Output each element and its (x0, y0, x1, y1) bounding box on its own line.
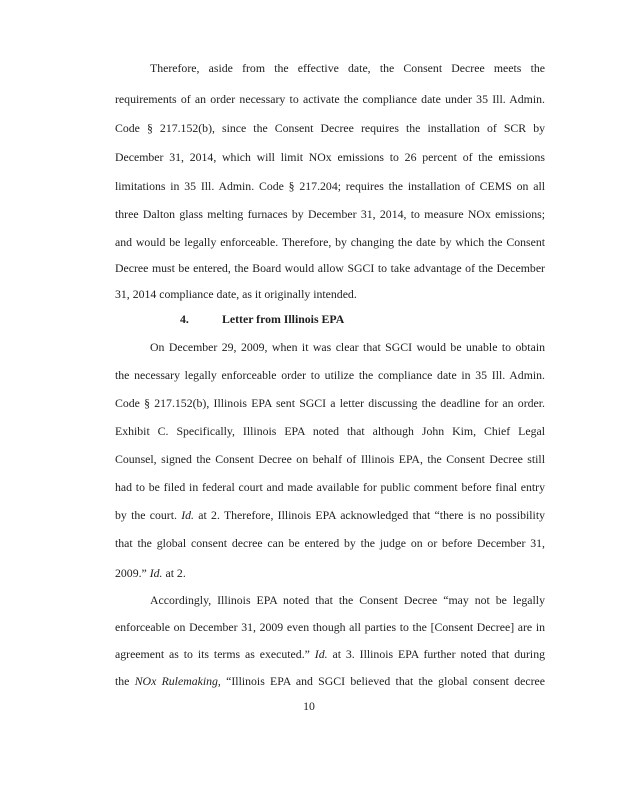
text-run: the (115, 674, 135, 688)
paragraph-line: December 31, 2014, which will limit NOx emissions to 26 percent of the emissions (115, 150, 545, 164)
citation: Id. (149, 566, 163, 580)
paragraph-line (115, 674, 545, 688)
paragraph-line: On December 29, 2009, when it was clear that SGCI would be unable to obtain (150, 340, 545, 354)
rulemaking-title: NOx Rulemaking (134, 674, 218, 688)
text-run: agreement as to its terms as executed.” (115, 647, 315, 661)
text-run: at 2. (162, 566, 186, 580)
section-title: Letter from Illinois EPA (222, 312, 345, 326)
text-run: , “Illinois EPA and SGCI believed that the global consent decree (217, 674, 545, 688)
paragraph-line: and would be legally enforceable. Therefore, by changing the date by which the Consent (115, 235, 545, 249)
paragraph-line (115, 508, 545, 522)
text-run: by the court. (115, 508, 177, 522)
paragraph-line: three Dalton glass melting furnaces by December 31, 2014, to measure NOx emissions; (115, 207, 545, 221)
page-number: 10 (303, 699, 315, 713)
citation: Id. (181, 508, 194, 522)
text-run: 2009.” (115, 566, 150, 580)
paragraph-line: 31, 2014 compliance date, as it originally intended. (115, 287, 357, 301)
text-run: at 2. Therefore, Illinois EPA acknowledged that “there is no possibility (194, 508, 545, 522)
paragraph-line: had to be filed in federal court and made available for public comment before final entry (115, 480, 545, 494)
paragraph-line: Code § 217.152(b), since the Consent Decree requires the installation of SCR by (115, 121, 545, 135)
paragraph-line: Decree must be entered, the Board would allow SGCI to take advantage of the December (115, 261, 545, 275)
paragraph-line: the necessary legally enforceable order to utilize the compliance date in 35 Ill. Admin. (115, 368, 545, 382)
paragraph-line: enforceable on December 31, 2009 even though all parties to the [Consent Decree] are in (115, 620, 545, 634)
text-run: at 3. Illinois EPA further noted that during (327, 647, 545, 661)
paragraph-line: limitations in 35 Ill. Admin. Code § 217.204; requires the installation of CEMS on all (115, 179, 545, 193)
section-heading (180, 312, 344, 326)
paragraph-line: that the global consent decree can be entered by the judge on or before December 31, (115, 536, 545, 550)
paragraph-line: Exhibit C. Specifically, Illinois EPA noted that although John Kim, Chief Legal (115, 424, 545, 438)
paragraph-line: requirements of an order necessary to activate the compliance date under 35 Ill. Admin. (115, 92, 545, 106)
citation: Id. (314, 647, 328, 661)
paragraph-line: Accordingly, Illinois EPA noted that the Consent Decree “may not be legally (150, 593, 545, 607)
paragraph-line: Code § 217.152(b), Illinois EPA sent SGCI a letter discussing the deadline for an order. (115, 396, 545, 410)
paragraph-line: Counsel, signed the Consent Decree on behalf of Illinois EPA, the Consent Decree still (115, 452, 545, 466)
section-number: 4. (180, 312, 189, 326)
paragraph-line (115, 566, 545, 580)
paragraph-line (115, 647, 545, 661)
paragraph-line: Therefore, aside from the effective date, the Consent Decree meets the (150, 61, 545, 75)
